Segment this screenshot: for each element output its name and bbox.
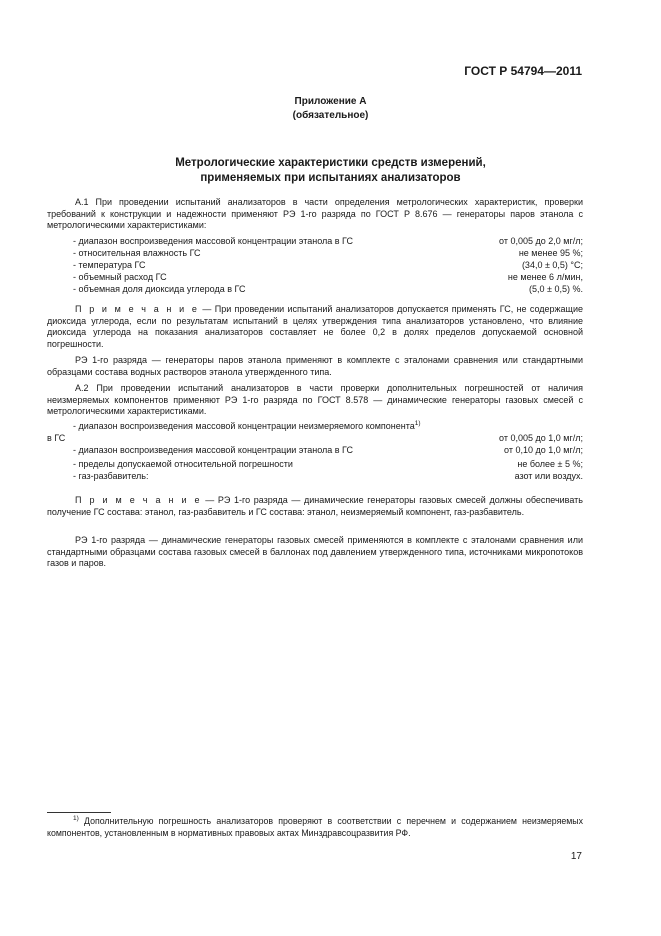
a1-item-label: - диапазон воспроизведения массовой концентрации этанола в ГС	[73, 236, 354, 246]
a1-item-label: - объемная доля диоксида углерода в ГС	[73, 284, 246, 294]
annex-status: (обязательное)	[292, 110, 369, 121]
footnote-ref: 1)	[414, 420, 421, 427]
a1-item-label: - относительная влажность ГС	[73, 248, 201, 258]
a1-item-label: - объемный расход ГС	[73, 272, 167, 282]
a2-item-label	[73, 421, 421, 433]
a2-item-label: - диапазон воспроизведения массовой концентрации этанола в ГС	[73, 445, 354, 455]
paragraph-a1-closing: РЭ 1-го разряда — генераторы паров этанола применяют в комплекте с эталонами сравнения или стандартными образцами состава водных растворов этанола утвержденного типа.	[47, 355, 583, 377]
paragraph-a2-closing: РЭ 1-го разряда — динамические генераторы газовых смесей применяются в комплекте с эталонами сравнения или стандартными образцами состава газовых смесей в баллонах под давлением утвержденного типа, источниками микропотоков газов и паров.	[47, 535, 583, 568]
section-title	[0, 156, 661, 186]
note-a1	[47, 304, 583, 350]
a2-item-value: не более ± 5 %;	[517, 459, 583, 469]
a2-item-value: от 0,005 до 1,0 мг/л;	[499, 433, 583, 443]
a2-item-label: - пределы допускаемой относительной погрешности	[73, 459, 293, 469]
a1-item-value: (5,0 ± 0,5) %.	[529, 284, 583, 294]
a2-list-item	[47, 459, 583, 471]
a2-list-item	[47, 471, 583, 483]
note-text: — При проведении испытаний анализаторов допускается применять ГС, не содержащие диоксида углерода, если по результатам испытаний в целях утверждения типа анализаторов установлено, что влияние диоксида углерода на показания анализаторов составляет не более 0,2 в долях пределов допускаемой основной погрешности.	[47, 304, 583, 349]
a1-item-value: не менее 95 %;	[518, 248, 583, 258]
note-label: П р и м е ч а н и е	[75, 304, 200, 314]
a2-item-value: от 0,10 до 1,0 мг/л;	[504, 445, 583, 455]
footnote-text: Дополнительную погрешность анализаторов проверяют в соответствии с перечнем и содержанием неизмеряемых компонентов, установленным в нормативных правовых актах Минздравсоцразвития РФ.	[47, 816, 583, 838]
footnote-divider	[47, 812, 111, 813]
a1-item-value: от 0,005 до 2,0 мг/л;	[499, 236, 583, 246]
note-text: — РЭ 1-го разряда — динамические генераторы газовых смесей должны обеспечивать получение ГС состава: этанол, газ-разбавитель и ГС состава: этанол, неизмеряемый компонент, газ-разбавитель.	[47, 495, 583, 517]
a2-item-value: азот или воздух.	[514, 471, 583, 481]
section-title-line-2: применяемых при испытаниях анализаторов	[200, 172, 461, 184]
paragraph-a1: А.1 При проведении испытаний анализаторов в части определения метрологических характеристик, проверки требований к конструкции и надежности применяют РЭ 1-го разряда по ГОСТ Р 8.676 — генераторы паров этанола с метрологическими характеристиками:	[47, 197, 583, 230]
a1-list-item	[47, 284, 583, 296]
a2-list-item-continuation	[47, 433, 583, 445]
a2-list-item	[47, 445, 583, 457]
a2-list-item	[47, 421, 583, 433]
a1-list-item	[47, 248, 583, 260]
a2-item-label: - газ-разбавитель:	[73, 471, 149, 481]
a1-list-item	[47, 272, 583, 284]
footnote	[47, 815, 583, 839]
section-title-line-1: Метрологические характеристики средств измерений,	[175, 157, 486, 169]
a1-item-value: не менее 6 л/мин,	[507, 272, 583, 282]
a1-list-item	[47, 236, 583, 248]
page-number: 17	[570, 851, 582, 862]
a2-item-label-continuation: в ГС	[47, 433, 66, 443]
standard-number: ГОСТ Р 54794—2011	[464, 64, 582, 78]
paragraph-a2: А.2 При проведении испытаний анализаторов в части проверки дополнительных погрешностей от наличия неизмеряемых компонентов применяют РЭ 1-го разряда по ГОСТ 8.578 — динамические генераторы газовых смесей с метрологическими характеристиками.	[47, 383, 583, 416]
a1-item-value: (34,0 ± 0,5) °С;	[521, 260, 583, 270]
annex-title: Приложение А	[294, 96, 367, 107]
note-label: П р и м е ч а н и е	[75, 495, 202, 505]
a2-item-label-text: - диапазон воспроизведения массовой концентрации неизмеряемого компонента	[73, 421, 415, 431]
note-a2	[47, 495, 583, 518]
annex-heading	[0, 95, 661, 123]
footnote-mark: 1)	[73, 815, 79, 822]
a1-item-label: - температура ГС	[73, 260, 146, 270]
a1-list-item	[47, 260, 583, 272]
